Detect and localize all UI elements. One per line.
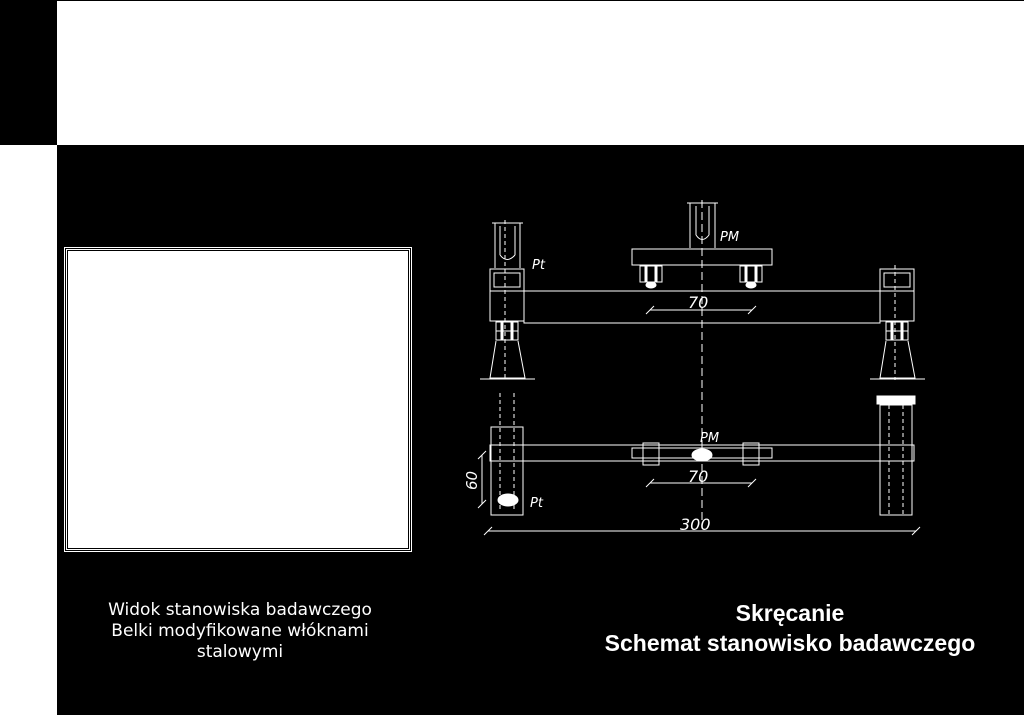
label-70-plan: 70 — [688, 467, 709, 486]
caption-left — [65, 600, 415, 663]
right-support — [870, 341, 925, 379]
left-load-cylinder — [492, 223, 523, 268]
right-plan-post — [877, 396, 915, 515]
label-60: 60 — [463, 470, 481, 490]
label-pt-plan: Pt — [530, 496, 543, 511]
caption-right — [560, 598, 1020, 658]
caption-left-line2: Belki modyfikowane włóknami — [111, 621, 369, 641]
caption-left-line3: stalowymi — [196, 642, 284, 662]
label-pm-plan: PM — [700, 431, 720, 446]
label-300: 300 — [680, 515, 711, 534]
left-support — [480, 341, 535, 379]
right-end-bracket — [880, 265, 914, 380]
label-pm-elevation: PM — [720, 230, 740, 245]
end-load-point — [498, 494, 518, 506]
label-70-elevation: 70 — [688, 293, 709, 312]
caption-left-line1: Widok stanowiska badawczego — [108, 600, 372, 620]
mid-load-rollers — [640, 266, 762, 288]
label-pt-elevation: Pt — [532, 258, 545, 273]
caption-right-subtitle: Schemat stanowisko badawczego — [604, 630, 976, 656]
caption-right-title: Skręcanie — [735, 600, 845, 626]
mid-load-point — [692, 449, 712, 461]
